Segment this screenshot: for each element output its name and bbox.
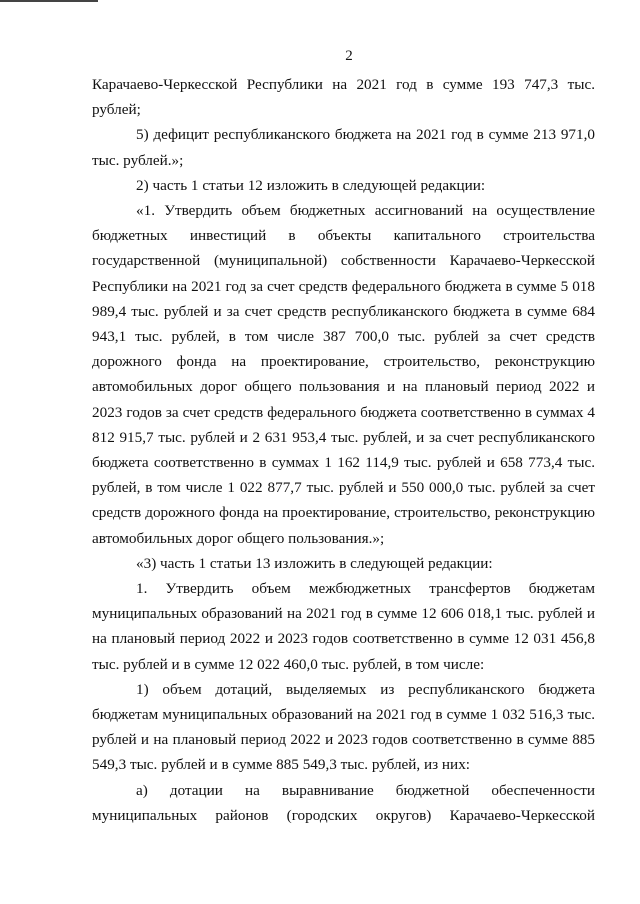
paragraph-transfers: 1. Утвердить объем межбюджетных трансфертов бюджетам муниципальных образований на 2021 год в сумме 12 606 018,1 тыс. рублей и на плановый период 2022 и 2023 годов соответственно в сумме 12 031 456,8 тыс. рублей и в сумме 12 022 460,0 тыс. рублей, в том числе: [92,580,595,673]
paragraph-article-13-heading: «3) часть 1 статьи 13 изложить в следующей редакции: [136,554,493,572]
paragraph-article-12-text: «1. Утвердить объем бюджетных ассигнований на осуществление бюджетных инвестиций в объекты капитального строительства государственной (муниципальной) собственности Карачаево-Черкесской Республики на 2021 год за счет средств федерального бюджета в сумме 5 018 989,4 тыс. рублей и за счет средств республиканского бюджета в сумме 684 943,1 тыс. рублей, в том числе 387 700,0 тыс. рублей за счет средств дорожного фонда на проектирование, строительство, реконструкцию автомобильных дорог общего пользования и на плановый период 2022 и 2023 годов за счет средств федерального бюджета соответственно в суммах 4 812 915,7 тыс. рублей и 2 631 953,4 тыс. рублей, и за счет республиканского бюджета соответственно в суммах 1 162 114,9 тыс. рублей и 658 773,4 тыс. рублей, в том числе 1 022 877,7 тыс. рублей и 550 000,0 тыс. рублей за счет средств дорожного фонда на проектирование, строительство, реконструкцию автомобильных дорог общего пользования.»; [92,202,595,547]
paragraph-continuation: Карачаево-Черкесской Республики на 2021 год в сумме 193 747,3 тыс. рублей; [92,76,595,119]
document-body [92,72,595,828]
paragraph-article-12-heading: 2) часть 1 статьи 12 изложить в следующей редакции: [136,176,486,194]
paragraph-equalization: а) дотации на выравнивание бюджетной обеспеченности муниципальных районов (городских округов) Карачаево-Черкесской [92,781,595,824]
page-number: 2 [345,48,353,64]
scan-edge-line [0,0,98,2]
paragraph-subsidies: 1) объем дотаций, выделяемых из республиканского бюджета бюджетам муниципальных образований на 2021 год в сумме 1 032 516,3 тыс. рублей и на плановый период 2022 и 2023 годов соответственно в сумме 885 549,3 тыс. рублей и в сумме 885 549,3 тыс. рублей, из них: [92,680,595,774]
paragraph-deficit: 5) дефицит республиканского бюджета на 2021 год в сумме 213 971,0 тыс. рублей.»; [92,126,595,169]
